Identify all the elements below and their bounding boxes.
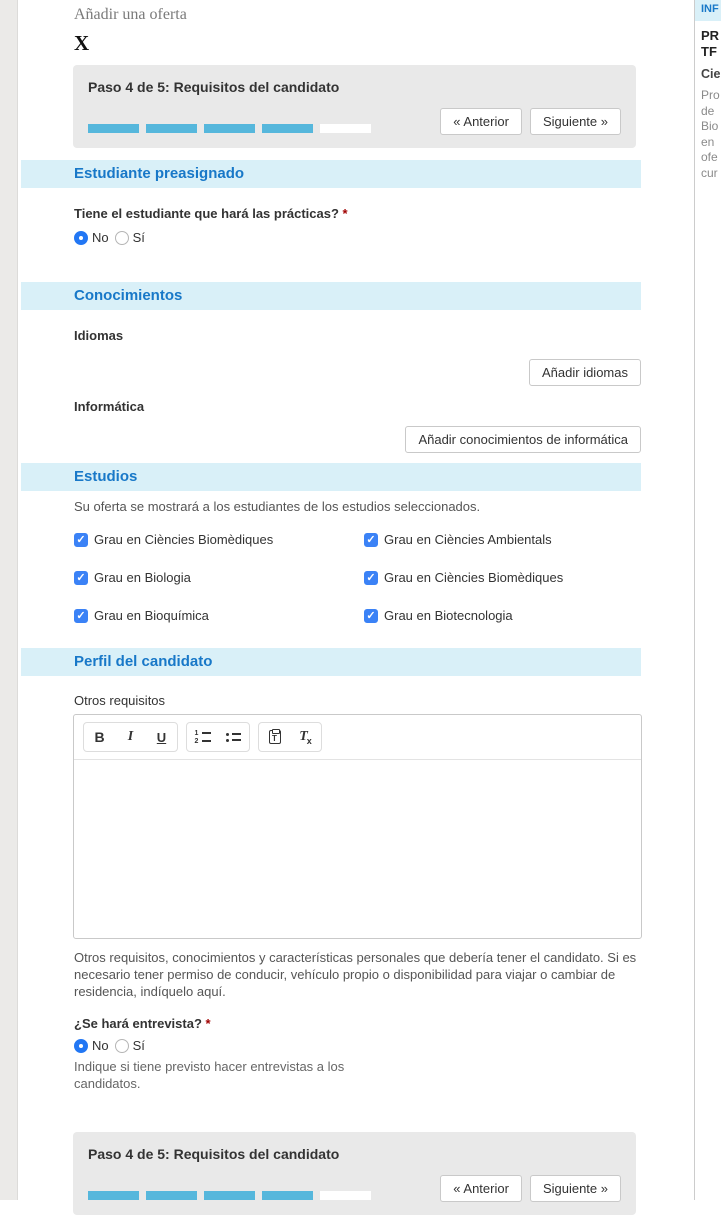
radio-si[interactable]: Sí (115, 230, 145, 245)
main-content (19, 0, 694, 1200)
section-heading-preassigned: Estudiante preasignado (21, 160, 641, 188)
bulleted-list-button[interactable] (218, 723, 249, 751)
study-checkbox[interactable]: ✓ Grau en Biotecnologia (364, 608, 641, 623)
radio-icon (74, 1039, 88, 1053)
radio-icon (115, 1039, 129, 1053)
progress-segment (320, 124, 371, 133)
page-title: X (74, 31, 90, 55)
italic-button[interactable]: I (127, 729, 134, 744)
study-checkbox[interactable]: ✓ Grau en Ciències Biomèdiques (364, 570, 641, 585)
section-heading-knowledge: Conocimientos (21, 282, 641, 310)
step-box-bottom (73, 1132, 636, 1215)
required-mark: * (205, 1016, 211, 1031)
progress-segment (146, 1191, 197, 1200)
remove-format-icon: $T_x$ (299, 729, 312, 746)
info-sidebar (694, 0, 721, 1200)
checkbox-icon (74, 533, 88, 547)
underline-button[interactable]: U (156, 729, 167, 745)
breadcrumb: Añadir una oferta (74, 6, 187, 23)
required-mark: * (342, 206, 348, 221)
section-heading-studies: Estudios (21, 463, 641, 491)
previous-button[interactable]: « Anterior (440, 108, 522, 135)
interview-help-text: Indique si tiene previsto hacer entrevistas a los candidatos. (74, 1059, 345, 1091)
sidebar-title: PR TF (701, 28, 720, 59)
progress-segment (88, 1191, 139, 1200)
numbered-list-icon: 1 2 (195, 731, 211, 744)
sidebar-subtitle: Cie (701, 67, 721, 81)
languages-label: Idiomas (74, 328, 124, 343)
studies-help-text: Su oferta se mostrará a los estudiantes de los estudios seleccionados. (74, 499, 481, 514)
sidebar-body-text: Pro de Bio en ofe cur (701, 88, 720, 180)
radio-no[interactable]: No (74, 230, 109, 245)
checkbox-icon (364, 609, 378, 623)
interview-radio-group (74, 1038, 641, 1053)
interview-question: ¿Se hará entrevista? * (74, 1016, 211, 1031)
progress-segment (204, 1191, 255, 1200)
progress-segment (320, 1191, 371, 1200)
study-checkbox[interactable]: ✓ Grau en Biologia (74, 570, 364, 585)
study-checkbox[interactable]: ✓ Grau en Bioquímica (74, 608, 364, 623)
study-checkbox[interactable]: ✓ Grau en Ciències Ambientals (364, 532, 641, 547)
editor-content-area[interactable] (74, 760, 641, 938)
radio-si[interactable]: Sí (115, 1038, 145, 1053)
checkbox-icon (364, 571, 378, 585)
page-left-margin (0, 0, 18, 1200)
checkbox-icon (74, 571, 88, 585)
study-checkbox[interactable]: ✓ Grau en Ciències Biomèdiques (74, 532, 364, 547)
paste-plain-text-button[interactable] (259, 723, 290, 751)
rich-text-editor (73, 714, 642, 939)
radio-icon (115, 231, 129, 245)
checkbox-icon (74, 609, 88, 623)
progress-segment (262, 124, 313, 133)
bold-button[interactable]: B (94, 729, 105, 745)
paste-plain-text-icon: T (269, 730, 281, 744)
add-it-knowledge-button[interactable]: Añadir conocimientos de informática (405, 426, 641, 453)
previous-button[interactable]: « Anterior (440, 1175, 522, 1202)
progress-segment (262, 1191, 313, 1200)
numbered-list-button[interactable] (187, 723, 218, 751)
progress-segment (88, 124, 139, 133)
progress-segment (204, 124, 255, 133)
radio-no[interactable]: No (74, 1038, 109, 1053)
step-box-top (73, 65, 636, 148)
other-requirements-label: Otros requisitos (74, 693, 166, 708)
radio-icon (74, 231, 88, 245)
next-button[interactable]: Siguiente » (530, 108, 621, 135)
editor-help-text: Otros requisitos, conocimientos y características personales que debería tener el candidato. Si es necesario tener permiso de conducir, vehículo propio o disponibilidad para viajar o cambiar de residencia, indíquelo aquí. (74, 950, 637, 999)
step-title: Paso 4 de 5: Requisitos del candidato (88, 1146, 340, 1162)
remove-format-button[interactable] (290, 723, 321, 751)
add-languages-button[interactable]: Añadir idiomas (529, 359, 641, 386)
bulleted-list-icon (226, 733, 241, 742)
it-label: Informática (74, 399, 145, 414)
sidebar-header: INF (695, 0, 721, 21)
progress-bar (88, 124, 371, 135)
checkbox-icon (364, 533, 378, 547)
section-heading-profile: Perfil del candidato (21, 648, 641, 676)
next-button[interactable]: Siguiente » (530, 1175, 621, 1202)
progress-bar (88, 1191, 371, 1202)
step-title: Paso 4 de 5: Requisitos del candidato (88, 79, 340, 95)
preassigned-question: Tiene el estudiante que hará las prácticas? * (74, 206, 348, 221)
studies-checkbox-grid (74, 532, 641, 623)
preassigned-radio-group (74, 230, 641, 245)
editor-toolbar (74, 715, 641, 760)
progress-segment (146, 124, 197, 133)
